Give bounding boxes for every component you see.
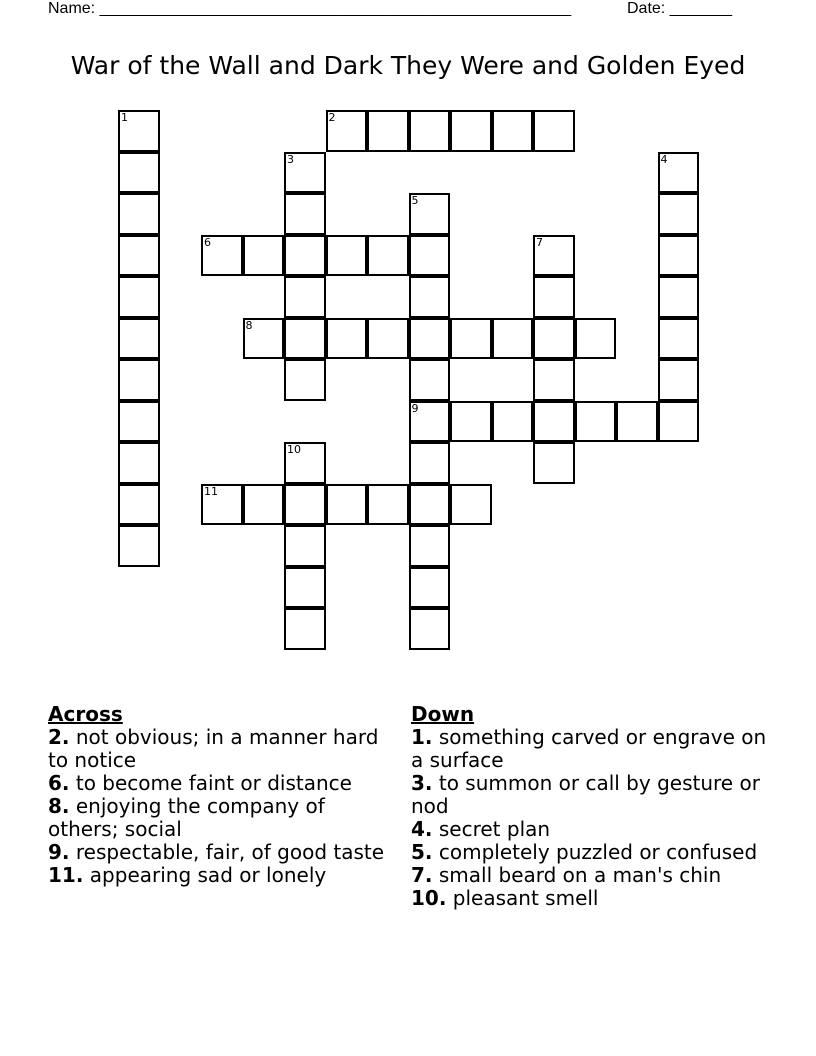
grid-cell[interactable] [533,110,575,152]
grid-cell[interactable] [326,318,368,360]
clue-item-text: to summon or call by gesture or nod [411,771,760,818]
grid-cell[interactable] [450,484,492,526]
grid-cell[interactable] [284,318,326,360]
clue-number: 11 [204,484,218,498]
grid-cell[interactable] [243,318,285,360]
grid-cell[interactable] [284,359,326,401]
grid-cell[interactable] [409,401,451,443]
grid-cell[interactable] [409,567,451,609]
down-clues [411,702,771,910]
clue-item [48,795,388,841]
down-heading: Down [411,702,475,726]
clue-item-text: to become faint or distance [75,771,352,795]
clue-item [411,841,771,864]
grid-cell[interactable] [533,359,575,401]
grid-cell[interactable] [284,152,326,194]
clue-item-text: small beard on a man's chin [438,863,722,887]
clue-number: 3 [287,152,294,166]
clue-item-number: 2. [48,725,70,749]
grid-cell[interactable] [243,235,285,277]
grid-cell[interactable] [409,235,451,277]
clue-number: 8 [245,318,253,332]
clue-item-number: 11. [48,863,84,887]
grid-cell[interactable] [533,442,575,484]
grid-cell[interactable] [409,608,451,650]
grid-cell[interactable] [367,484,409,526]
clue-number: 10 [287,443,301,456]
down-clue-list [411,726,771,910]
grid-cell[interactable] [409,110,451,152]
grid-cell[interactable] [658,152,700,194]
grid-cell[interactable] [492,110,534,152]
grid-cell[interactable] [533,276,575,318]
grid-cell[interactable] [118,235,160,277]
clue-item-text: secret plan [438,817,551,841]
grid-cell[interactable] [284,193,326,235]
grid-cell[interactable] [284,484,326,526]
across-heading: Across [48,702,123,726]
grid-cell[interactable] [409,276,451,318]
clue-item [48,726,388,772]
grid-cell[interactable] [409,359,451,401]
clue-item-text: completely puzzled or confused [438,840,758,864]
grid-cell[interactable] [367,235,409,277]
grid-cell[interactable] [658,276,700,318]
grid-cell[interactable] [409,525,451,567]
clue-number: 2 [328,111,336,124]
clue-number: 1 [121,111,128,124]
clue-item [411,772,771,818]
grid-cell[interactable] [616,401,658,443]
clue-item-text: enjoying the company of others; social [48,794,325,841]
clue-number: 6 [204,235,211,249]
grid-cell[interactable] [658,235,700,277]
clue-item-number: 1. [411,725,433,749]
grid-cell[interactable] [409,484,451,526]
clue-item-number: 3. [411,771,433,795]
clue-item [411,726,771,772]
clue-item-number: 9. [48,840,70,864]
grid-cell[interactable] [409,193,451,235]
clue-item [411,887,771,910]
grid-cell[interactable] [367,110,409,152]
grid-cell[interactable] [533,235,575,277]
grid-cell[interactable] [118,276,160,318]
grid-cell[interactable] [658,193,700,235]
clue-item-text: respectable, fair, of good taste [75,840,385,864]
grid-cell[interactable] [118,152,160,194]
grid-cell[interactable] [284,235,326,277]
grid-cell[interactable] [450,110,492,152]
clue-item-number: 6. [48,771,70,795]
grid-cell[interactable] [284,567,326,609]
grid-cell[interactable] [658,318,700,360]
grid-cell[interactable] [409,318,451,360]
grid-cell[interactable] [201,235,243,277]
grid-cell[interactable] [118,484,160,526]
grid-cell[interactable] [118,401,160,443]
grid-cell[interactable] [118,359,160,401]
grid-cell[interactable] [201,484,243,526]
clue-item-number: 4. [411,817,433,841]
grid-cell[interactable] [243,484,285,526]
grid-cell[interactable] [450,401,492,443]
clue-number: 4 [660,152,668,166]
clue-item-number: 5. [411,840,433,864]
grid-cell[interactable] [118,525,160,567]
clue-item [411,864,771,887]
name-field[interactable]: Name: _____________________________________________________ [48,0,572,17]
grid-cell[interactable] [533,401,575,443]
date-field[interactable]: Date: _______ [627,0,732,17]
grid-cell[interactable] [284,608,326,650]
grid-cell[interactable] [450,318,492,360]
grid-cell[interactable] [575,401,617,443]
clue-item [48,864,388,887]
grid-cell[interactable] [118,318,160,360]
grid-cell[interactable] [284,442,326,484]
clue-number: 7 [536,235,543,249]
clue-item-number: 8. [48,794,70,818]
grid-cell[interactable] [326,484,368,526]
across-clues [48,702,388,887]
grid-cell[interactable] [118,110,160,152]
grid-cell[interactable] [326,110,368,152]
clue-item [48,772,388,795]
clue-number: 9 [411,401,419,415]
grid-cell[interactable] [118,193,160,235]
grid-cell[interactable] [533,318,575,360]
clue-item-text: not obvious; in a manner hard to notice [48,725,379,772]
clue-item-number: 10. [411,886,447,910]
clue-item-number: 7. [411,863,433,887]
across-clue-list [48,726,388,887]
clue-number: 5 [411,194,419,207]
grid-cell[interactable] [575,318,617,360]
grid-cell[interactable] [284,525,326,567]
grid-cell[interactable] [409,442,451,484]
grid-cell[interactable] [118,442,160,484]
grid-cell[interactable] [492,401,534,443]
clue-item-text: something carved or engrave on a surface [411,725,767,772]
grid-cell[interactable] [284,276,326,318]
grid-cell[interactable] [492,318,534,360]
grid-cell[interactable] [367,318,409,360]
clue-item-text: pleasant smell [452,886,599,910]
grid-cell[interactable] [658,359,700,401]
grid-cell[interactable] [326,235,368,277]
grid-cell[interactable] [658,401,700,443]
clue-item-text: appearing sad or lonely [89,863,327,887]
clue-item [411,818,771,841]
puzzle-title: War of the Wall and Dark They Were and Golden Eyed [70,51,746,80]
clue-item [48,841,388,864]
